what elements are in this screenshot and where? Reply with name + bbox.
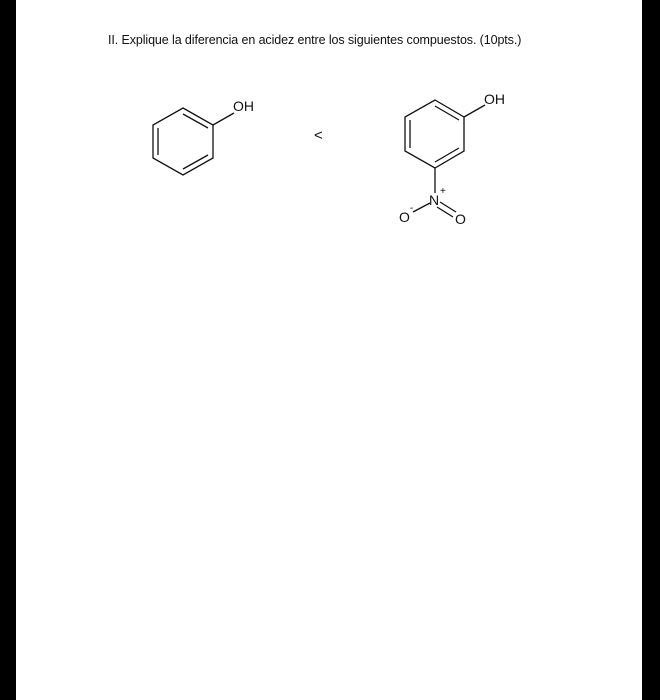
- phenol-double-bond-2: [183, 155, 208, 169]
- nitro-n-charge: +: [440, 186, 446, 197]
- question-text: II. Explique la diferencia en acidez entre los siguientes compuestos. (10pts.): [108, 33, 522, 47]
- phenol-benzene-ring: [153, 108, 213, 175]
- nitrophenol-double-bond-1: [435, 106, 459, 120]
- nitro-n-o-minus-bond: [413, 203, 430, 212]
- phenol-oh-label: OH: [233, 98, 254, 114]
- comparison-operator: <: [314, 127, 323, 144]
- phenol-oh-bond: [213, 113, 234, 125]
- phenol-double-bond-1: [183, 114, 208, 128]
- nitro-o-double-label: O: [455, 211, 466, 227]
- nitro-o-minus-label: O: [399, 209, 410, 225]
- nitrophenol-benzene-ring: [405, 100, 464, 168]
- document-page: [16, 0, 642, 700]
- chemical-structures: [16, 0, 642, 300]
- nitrophenol-oh-bond: [464, 105, 485, 117]
- nitro-n-label: N: [429, 192, 440, 208]
- nitrophenol-oh-label: OH: [484, 91, 505, 107]
- phenol-structure: [153, 108, 234, 175]
- nitrophenol-structure: [405, 100, 485, 217]
- nitrophenol-double-bond-2: [435, 148, 459, 162]
- nitro-o-charge: -: [410, 203, 414, 214]
